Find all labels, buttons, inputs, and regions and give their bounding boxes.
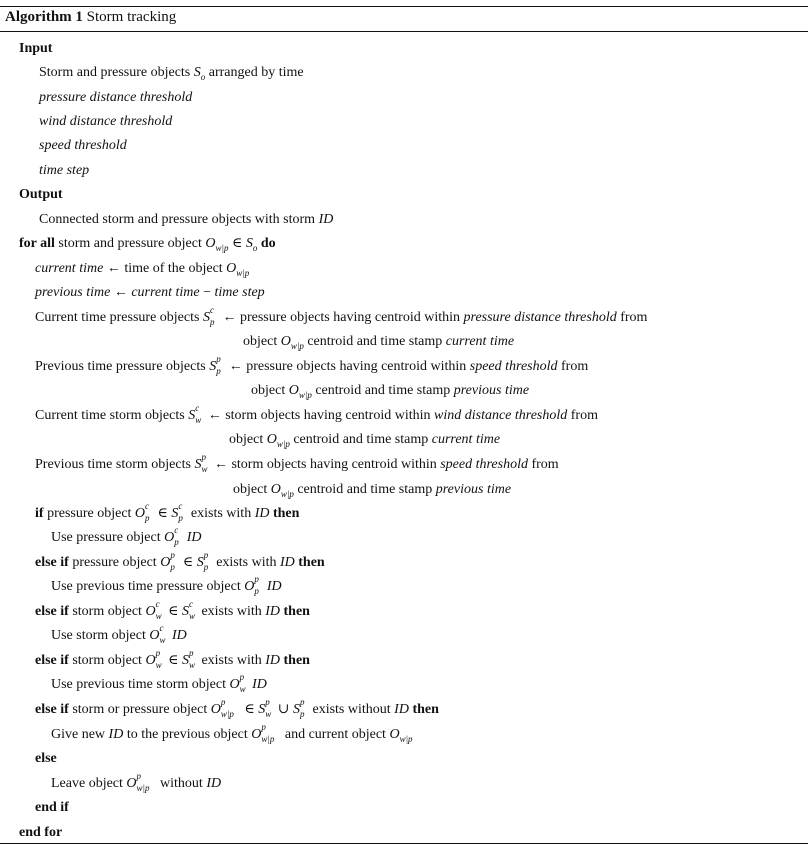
line-use-previous-storm-object: Use previous time storm object O p w ID: [51, 672, 267, 694]
line-use-storm-object: Use storm object O c w ID: [51, 623, 187, 645]
top-rule: [0, 6, 808, 7]
line-input-objects: Storm and pressure objects $S_o$ arranged by time: [39, 65, 304, 82]
line-previous-pressure-objects-cont: object $O_{w|p}$ centroid and time stamp previous time: [251, 383, 530, 400]
line-output: Output: [19, 187, 63, 202]
line-else: else: [35, 751, 57, 766]
line-give-new-id: Give new ID to the previous object O p w|p and current object $O_{w|p}$: [51, 722, 413, 744]
line-current-storm-objects: Current time storm objects S c w ← storm objects having centroid within wind distance threshold from: [35, 403, 598, 425]
line-speed-threshold: speed threshold: [39, 138, 127, 153]
line-elseif-storm-current: else if storm object O c w ∈ S c w exists with ID then: [35, 599, 310, 621]
line-leave-object: Leave object O p w|p without ID: [51, 771, 222, 793]
line-use-pressure-object: Use pressure object O c p ID: [51, 525, 202, 547]
line-current-time: current time ← time of the object $O_{w|p}$: [35, 261, 250, 278]
line-input: Input: [19, 41, 53, 56]
line-time-step: time step: [39, 163, 90, 178]
line-current-storm-objects-cont: object $O_{w|p}$ centroid and time stamp current time: [229, 432, 501, 449]
line-wind-distance-threshold: wind distance threshold: [39, 114, 173, 129]
line-if-pressure-current: if pressure object O c p ∈ S c p exists with ID then: [35, 501, 300, 523]
bottom-rule: [0, 843, 808, 844]
line-pressure-distance-threshold: pressure distance threshold: [39, 90, 193, 105]
line-previous-storm-objects: Previous time storm objects S p w ← storm objects having centroid within speed threshold from: [35, 452, 559, 474]
line-end-if: end if: [35, 800, 69, 815]
line-previous-storm-objects-cont: object $O_{w|p}$ centroid and time stamp previous time: [233, 482, 512, 499]
line-output-objects: Connected storm and pressure objects with storm ID: [39, 212, 334, 227]
line-elseif-pressure-previous: else if pressure object O p p ∈ S p p exists with ID then: [35, 550, 325, 572]
line-use-previous-pressure-object: Use previous time pressure object O p p ID: [51, 574, 282, 596]
line-elseif-storm-or-pressure: else if storm or pressure object O p w|p ∈ S p w ∪ S p p exists without ID then: [35, 697, 439, 719]
line-elseif-storm-previous: else if storm object O p w ∈ S p w exists with ID then: [35, 648, 310, 670]
line-previous-pressure-objects: Previous time pressure objects S p p ← pressure objects having centroid within speed threshold from: [35, 354, 589, 376]
title-rule: [0, 31, 808, 32]
algorithm-title: Algorithm 1 Storm tracking: [5, 9, 177, 25]
line-end-for: end for: [19, 825, 63, 840]
line-current-pressure-objects-cont: object $O_{w|p}$ centroid and time stamp current time: [243, 334, 515, 351]
line-current-pressure-objects: Current time pressure objects S c p ← pressure objects having centroid within pressure distance threshold from: [35, 305, 648, 327]
line-previous-time: previous time ← current time − time step: [35, 285, 265, 300]
line-for-all: for all storm and pressure object $O_{w|p}$ ∈ $S_o$ do: [19, 236, 276, 253]
